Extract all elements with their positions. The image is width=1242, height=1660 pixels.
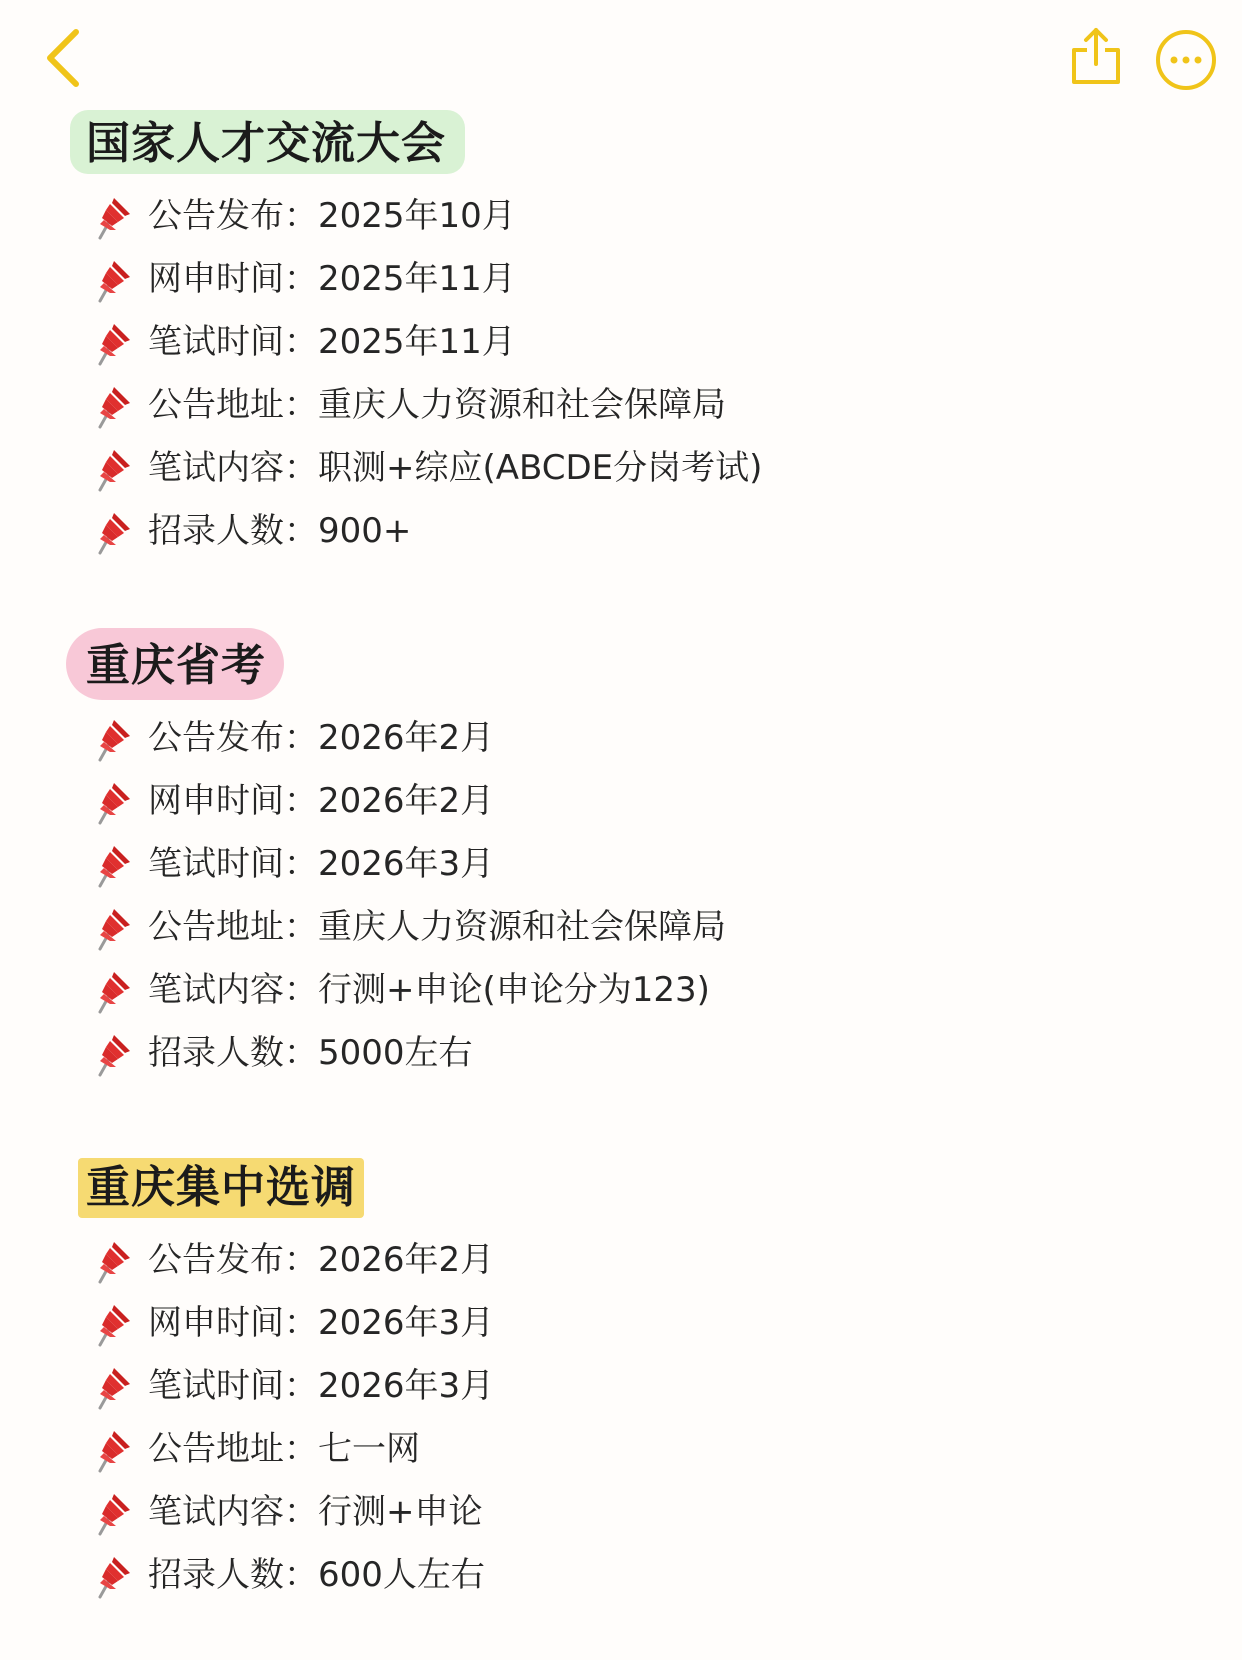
item-value: 2026年3月 (318, 1303, 495, 1343)
item-label: 笔试内容： (148, 970, 318, 1010)
item-value: 2026年3月 (318, 1366, 495, 1406)
info-list (0, 186, 1242, 564)
item-label: 笔试时间： (148, 844, 318, 884)
list-item (0, 438, 1242, 501)
pushpin-icon (96, 1240, 132, 1284)
item-value: 2025年11月 (318, 259, 516, 299)
pushpin-icon (96, 322, 132, 366)
list-item (0, 1230, 1242, 1293)
top-bar (0, 0, 1242, 110)
list-item (0, 771, 1242, 834)
item-value: 职测+综应(ABCDE分岗考试) (318, 448, 763, 488)
list-item (0, 834, 1242, 897)
pushpin-icon (96, 196, 132, 240)
item-value: 七一网 (318, 1429, 420, 1469)
item-label: 网申时间： (148, 259, 318, 299)
item-value: 重庆人力资源和社会保障局 (318, 385, 726, 425)
item-value: 重庆人力资源和社会保障局 (318, 907, 726, 947)
pushpin-icon (96, 1555, 132, 1599)
section-talent-exchange (0, 106, 1242, 564)
item-text (148, 194, 516, 238)
list-item (0, 1419, 1242, 1482)
list-item (0, 708, 1242, 771)
pushpin-icon (96, 448, 132, 492)
section-selection (0, 1150, 1242, 1608)
list-item (0, 1356, 1242, 1419)
item-label: 网申时间： (148, 781, 318, 821)
section-title-wrap (0, 106, 1242, 182)
pushpin-icon (96, 907, 132, 951)
item-text (148, 968, 710, 1012)
item-value: 2026年2月 (318, 781, 495, 821)
list-item (0, 1023, 1242, 1086)
pushpin-icon (96, 1303, 132, 1347)
list-item (0, 501, 1242, 564)
pushpin-icon (96, 970, 132, 1014)
item-label: 网申时间： (148, 1303, 318, 1343)
section-title: 重庆集中选调 (86, 1162, 356, 1213)
pushpin-icon (96, 1492, 132, 1536)
item-value: 行测+申论 (318, 1492, 483, 1532)
item-label: 招录人数： (148, 1033, 318, 1073)
item-label: 公告地址： (148, 385, 318, 425)
back-button[interactable] (40, 26, 90, 90)
list-item (0, 1293, 1242, 1356)
list-item (0, 375, 1242, 438)
pushpin-icon (96, 259, 132, 303)
item-text (148, 1238, 494, 1282)
pushpin-icon (96, 385, 132, 429)
pushpin-icon (96, 511, 132, 555)
share-button[interactable] (1070, 24, 1122, 88)
more-button[interactable] (1155, 29, 1217, 91)
item-label: 公告发布： (148, 718, 318, 758)
item-label: 公告地址： (148, 1429, 318, 1469)
item-text (148, 257, 516, 301)
pushpin-icon (96, 781, 132, 825)
pushpin-icon (96, 718, 132, 762)
item-label: 招录人数： (148, 1555, 318, 1595)
item-text (148, 320, 516, 364)
list-item (0, 1482, 1242, 1545)
item-text (148, 1301, 494, 1345)
item-label: 公告发布： (148, 196, 318, 236)
item-text (148, 1427, 420, 1471)
item-value: 600人左右 (318, 1555, 485, 1595)
pushpin-icon (96, 1429, 132, 1473)
pushpin-icon (96, 1033, 132, 1077)
item-label: 笔试内容： (148, 1492, 318, 1532)
item-value: 2026年2月 (318, 1240, 495, 1280)
item-text (148, 509, 411, 553)
item-value: 行测+申论(申论分为123) (318, 970, 710, 1010)
pushpin-icon (96, 1366, 132, 1410)
section-title-wrap (0, 628, 1242, 704)
pushpin-icon (96, 844, 132, 888)
item-text (148, 1553, 485, 1597)
section-title: 国家人才交流大会 (86, 118, 446, 169)
item-text (148, 779, 494, 823)
item-value: 2025年11月 (318, 322, 516, 362)
list-item (0, 249, 1242, 312)
list-item (0, 186, 1242, 249)
item-text (148, 905, 726, 949)
section-title: 重庆省考 (86, 640, 266, 691)
item-label: 笔试时间： (148, 1366, 318, 1406)
item-text (148, 716, 494, 760)
item-value: 2026年3月 (318, 844, 495, 884)
section-title-wrap (0, 1150, 1242, 1226)
item-text (148, 1490, 483, 1534)
share-icon (1070, 24, 1122, 88)
item-label: 笔试内容： (148, 448, 318, 488)
item-value: 2025年10月 (318, 196, 516, 236)
item-label: 公告地址： (148, 907, 318, 947)
item-label: 招录人数： (148, 511, 318, 551)
item-text (148, 446, 762, 490)
list-item (0, 960, 1242, 1023)
item-value: 900+ (318, 511, 412, 551)
item-text (148, 383, 726, 427)
chevron-left-icon (40, 26, 90, 90)
item-label: 笔试时间： (148, 322, 318, 362)
list-item (0, 312, 1242, 375)
info-list (0, 708, 1242, 1086)
item-text (148, 842, 494, 886)
more-icon (1155, 29, 1217, 91)
list-item (0, 897, 1242, 960)
item-text (148, 1364, 494, 1408)
item-label: 公告发布： (148, 1240, 318, 1280)
list-item (0, 1545, 1242, 1608)
item-value: 5000左右 (318, 1033, 473, 1073)
item-text (148, 1031, 473, 1075)
section-provincial-exam (0, 628, 1242, 1086)
info-list (0, 1230, 1242, 1608)
item-value: 2026年2月 (318, 718, 495, 758)
